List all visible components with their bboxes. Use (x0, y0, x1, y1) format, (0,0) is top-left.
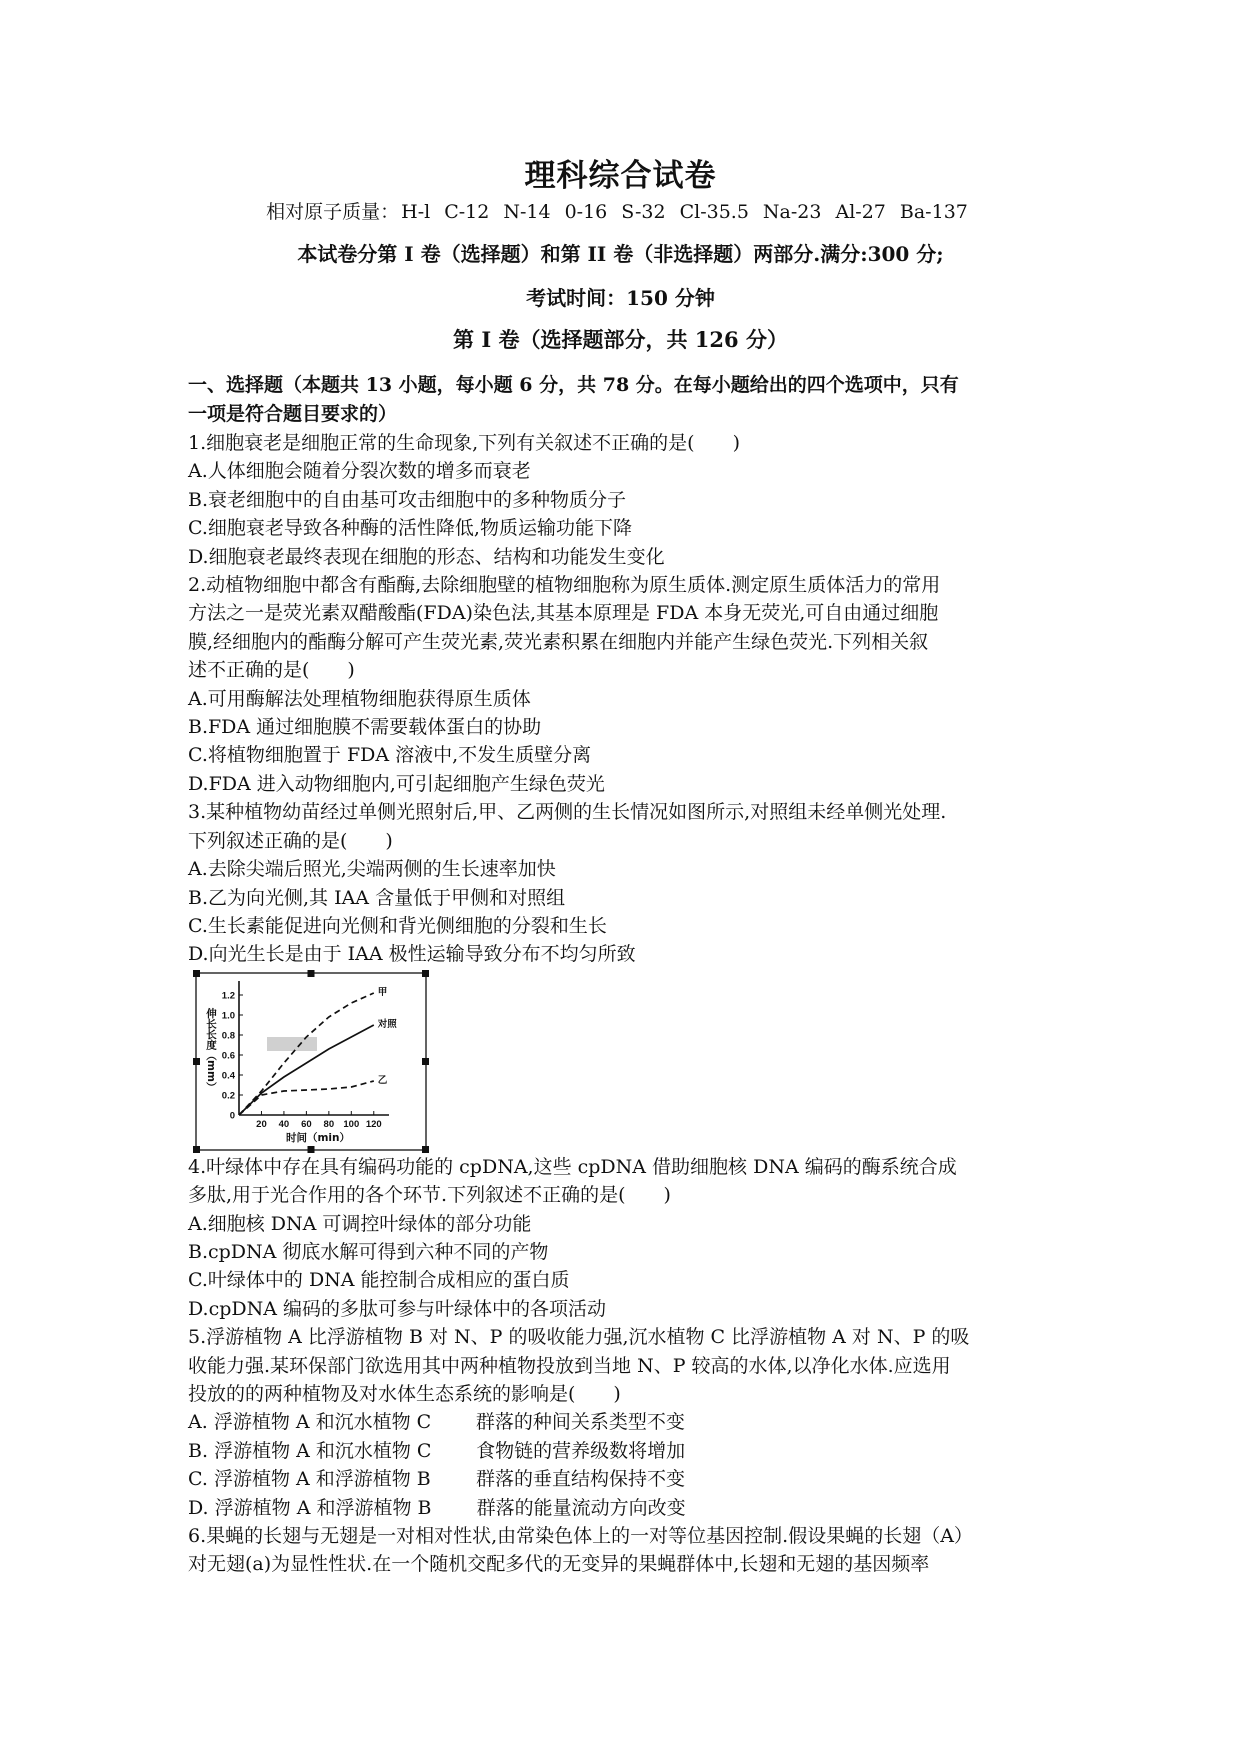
atomic-mass-item: C-12 (444, 201, 490, 223)
option-label: A. (188, 1411, 208, 1434)
option-effect: 群落的垂直结构保持不变 (475, 1468, 685, 1491)
y-tick-label: 0.6 (221, 1050, 235, 1062)
option-plants: 浮游植物 A 和浮游植物 B (214, 1496, 432, 1519)
option-effect: 群落的种间关系类型不变 (475, 1411, 685, 1434)
frame-handle (422, 1058, 429, 1065)
option-a: A.人体细胞会随着分裂次数的增多而衰老 (188, 460, 531, 483)
option-b: B.cpDNA 彻底水解可得到六种不同的产物 (188, 1240, 549, 1263)
y-tick-label: 0.2 (221, 1090, 235, 1102)
frame-handle (193, 1146, 200, 1153)
option-d: D.细胞衰老最终表现在细胞的形态、结构和功能发生变化 (188, 545, 665, 568)
option-c: C.细胞衰老导致各种酶的活性降低,物质运输功能下降 (188, 517, 632, 540)
option-c: C.叶绿体中的 DNA 能控制合成相应的蛋白质 (188, 1269, 570, 1292)
question-stem: 6.果蝇的长翅与无翅是一对相对性状,由常染色体上的一对等位基因控制.假设果蝇的长翅（A） (188, 1525, 973, 1547)
question-stem: 2.动植物细胞中都含有酯酶,去除细胞壁的植物细胞称为原生质体.测定原生质体活力的常用 (188, 574, 941, 597)
atomic-mass-item: Al-27 (835, 201, 886, 223)
option-label: C. (188, 1468, 208, 1491)
exam-info-time: 考试时间：150 分钟 (526, 286, 715, 310)
section-heading (188, 371, 1073, 429)
question-5 (188, 1323, 1073, 1522)
atomic-mass-item: Na-23 (762, 201, 822, 223)
option-c (188, 1465, 1073, 1493)
question-stem: 对无翅(a)为显性性状.在一个随机交配多代的无变异的果蝇群体中,长翅和无翅的基因频率 (188, 1553, 930, 1576)
atomic-mass-item: H-l (401, 201, 431, 223)
section-heading-line: 一项是符合题目要求的） (188, 403, 398, 425)
watermark-blur (267, 1037, 317, 1051)
question-2 (188, 571, 1073, 798)
question-stem: 膜,经细胞内的酯酶分解可产生荧光素,荧光素积累在细胞内并能产生绿色荧光.下列相关叙 (188, 630, 929, 653)
question-stem: 述不正确的是( ) (188, 659, 355, 682)
x-axis-label: 时间（min） (285, 1131, 351, 1144)
option-c: C.生长素能促进向光侧和背光侧细胞的分裂和生长 (188, 914, 607, 937)
option-a: A.可用酶解法处理植物细胞获得原生质体 (188, 687, 531, 710)
part1-title: 第 I 卷（选择题部分，共 126 分） (453, 327, 788, 352)
y-axis-label: 伸长长度（mm） (205, 1007, 217, 1093)
series-label: 乙 (377, 1074, 388, 1086)
y-tick-label: 1.0 (221, 1010, 235, 1022)
atomic-mass-item: 0-16 (564, 201, 608, 223)
atomic-mass-item: N-14 (503, 201, 551, 223)
option-plants: 浮游植物 A 和沉水植物 C (213, 1411, 432, 1434)
question-4 (188, 1153, 1073, 1323)
x-tick-label: 120 (365, 1118, 382, 1130)
option-a (188, 1408, 1073, 1436)
option-d (188, 1494, 1073, 1522)
option-label: B. (188, 1439, 209, 1462)
question-1 (188, 429, 1073, 571)
x-tick-label: 20 (256, 1118, 267, 1130)
question-stem: 4.叶绿体中存在具有编码功能的 cpDNA,这些 cpDNA 借助细胞核 DNA 编码的酶系统合成 (188, 1155, 957, 1178)
option-plants: 浮游植物 A 和沉水植物 C (214, 1439, 432, 1462)
option-b: B.乙为向光侧,其 IAA 含量低于甲侧和对照组 (188, 886, 566, 909)
x-tick-label: 100 (343, 1118, 360, 1130)
option-d: D.FDA 进入动物细胞内,可引起细胞产生绿色荧光 (188, 772, 605, 795)
option-d: D.向光生长是由于 IAA 极性运输导致分布不均匀所致 (188, 943, 636, 966)
question-stem: 多肽,用于光合作用的各个环节.下列叙述不正确的是( ) (188, 1184, 671, 1207)
question-stem: 投放的的两种植物及对水体生态系统的影响是( ) (188, 1382, 621, 1405)
option-b (188, 1437, 1073, 1465)
y-tick-label: 0 (229, 1110, 235, 1122)
option-b: B.FDA 通过细胞膜不需要载体蛋白的协助 (188, 716, 542, 739)
questions-area (188, 371, 1073, 1579)
frame-handle (193, 1058, 200, 1065)
x-tick-label: 80 (323, 1118, 335, 1130)
y-tick-label: 0.4 (221, 1070, 235, 1082)
question-stem: 收能力强.某环保部门欲选用其中两种植物投放到当地 N、P 较高的水体,以净化水体.应选用 (188, 1354, 951, 1377)
y-tick-label: 0.8 (221, 1030, 235, 1042)
frame-handle (422, 970, 429, 977)
question-stem: 下列叙述正确的是( ) (188, 829, 393, 852)
y-tick-label: 1.2 (221, 990, 235, 1002)
series-label: 甲 (377, 986, 388, 998)
question-3 (188, 798, 1073, 1152)
frame-handle (193, 970, 200, 977)
option-a: A.细胞核 DNA 可调控叶绿体的部分功能 (188, 1212, 532, 1235)
section-heading-line: 一、选择题（本题共 13 小题，每小题 6 分，共 78 分。在每小题给出的四个选项中，只有 (188, 374, 959, 396)
growth-chart (193, 970, 429, 1153)
atomic-mass-line (0, 197, 1241, 224)
option-d: D.cpDNA 编码的多肽可参与叶绿体中的各项活动 (188, 1297, 607, 1320)
atomic-mass-item: S-32 (621, 201, 666, 223)
question-6 (188, 1522, 1073, 1579)
option-c: C.将植物细胞置于 FDA 溶液中,不发生质壁分离 (188, 744, 592, 767)
growth-chart-figure (193, 970, 429, 1153)
question-stem: 方法之一是荧光素双醋酸酯(FDA)染色法,其基本原理是 FDA 本身无荧光,可自由通过细胞 (188, 602, 939, 625)
series-label: 对照 (377, 1018, 397, 1030)
option-label: D. (188, 1496, 209, 1519)
frame-handle (308, 1146, 315, 1153)
atomic-mass-item: Cl-35.5 (679, 201, 749, 223)
exam-title: 理科综合试卷 (524, 158, 717, 194)
question-stem: 5.浮游植物 A 比浮游植物 B 对 N、P 的吸收能力强,沉水植物 C 比浮游植物 A 对 N、P 的吸 (188, 1326, 970, 1349)
option-b: B.衰老细胞中的自由基可攻击细胞中的多种物质分子 (188, 488, 627, 511)
question-stem: 1.细胞衰老是细胞正常的生命现象,下列有关叙述不正确的是( ) (188, 432, 740, 454)
x-tick-label: 40 (278, 1118, 290, 1130)
frame-handle (422, 1146, 429, 1153)
option-a: A.去除尖端后照光,尖端两侧的生长速率加快 (188, 858, 556, 881)
option-effect: 食物链的营养级数将增加 (476, 1439, 686, 1462)
atomic-mass-item: Ba-137 (899, 201, 968, 223)
option-plants: 浮游植物 A 和浮游植物 B (213, 1468, 431, 1491)
option-effect: 群落的能量流动方向改变 (476, 1496, 686, 1519)
x-tick-label: 60 (301, 1118, 312, 1130)
atomic-mass-label: 相对原子质量： (266, 201, 400, 223)
question-stem: 3.某种植物幼苗经过单侧光照射后,甲、乙两侧的生长情况如图所示,对照组未经单侧光处理. (188, 801, 947, 824)
frame-handle (308, 970, 315, 977)
exam-info-score: 本试卷分第 I 卷（选择题）和第 II 卷（非选择题）两部分.满分:300 分; (297, 242, 944, 266)
